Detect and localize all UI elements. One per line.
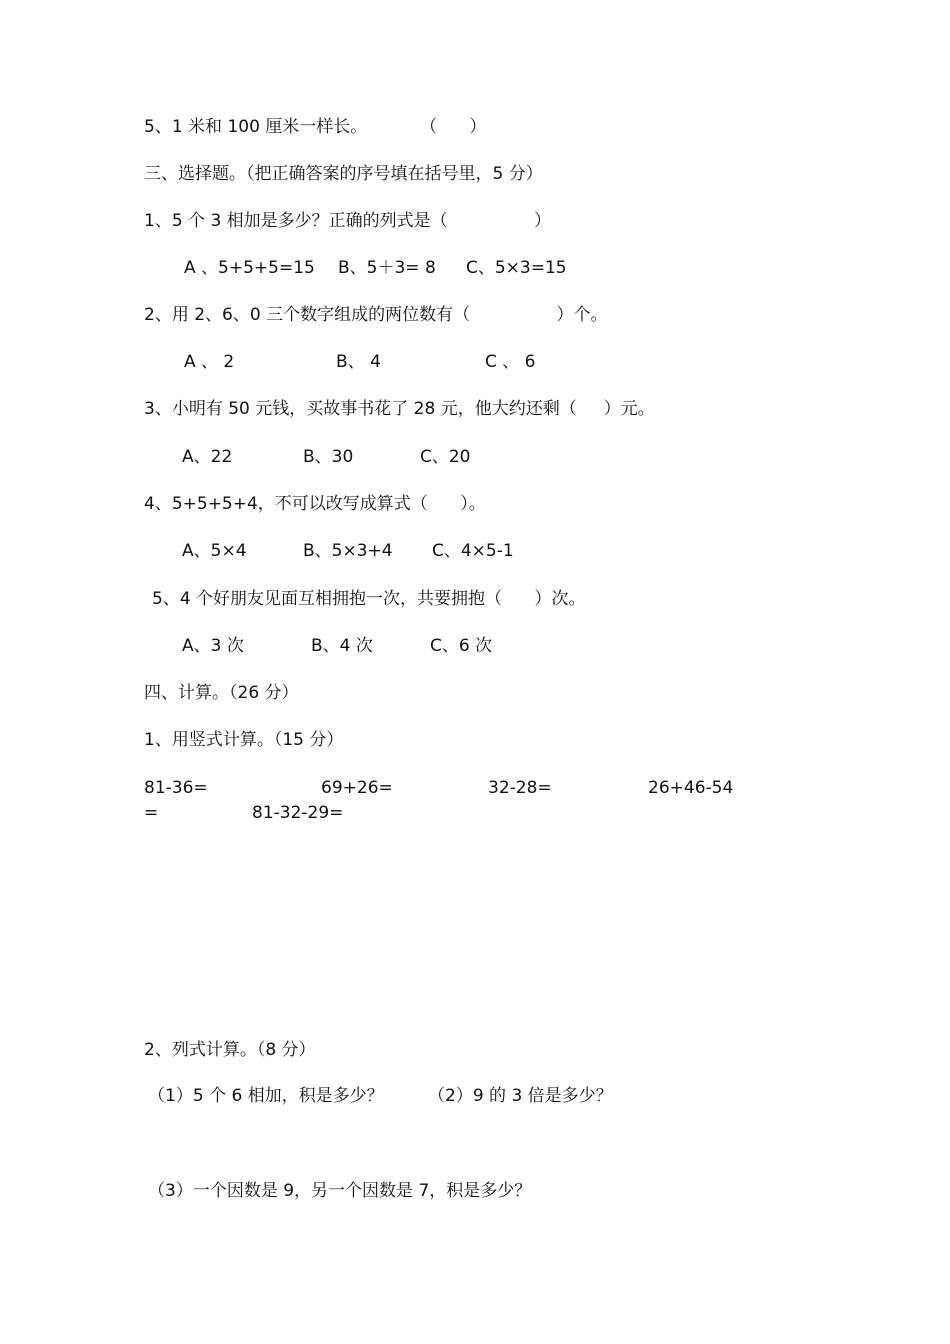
choice-question-1: 1、5 个 3 相加是多少？正确的列式是（ ）	[144, 211, 552, 231]
calc-expression-4-continued: =	[144, 803, 159, 823]
judgement-answer-blank[interactable]: （ ）	[420, 117, 487, 137]
choice-3-option-b: B、30	[303, 447, 354, 467]
choice-2-option-c: C 、 6	[485, 352, 536, 372]
section3-heading: 三、选择题。（把正确答案的序号填在括号里，5 分）	[144, 164, 543, 184]
calc-expression-2: 69+26=	[321, 778, 393, 798]
calc-expression-1: 81-36=	[144, 778, 208, 798]
choice-5-option-c: C、6 次	[430, 636, 493, 656]
choice-4-option-a: A、5×4	[182, 541, 247, 561]
choice-3-option-c: C、20	[420, 447, 471, 467]
section4-heading: 四、计算。（26 分）	[144, 683, 299, 703]
choice-question-5: 5、4 个好朋友见面互相拥抱一次，共要拥抱（ ）次。	[152, 589, 586, 609]
equation-calc-heading: 2、列式计算。（8 分）	[144, 1040, 316, 1060]
calc-expression-3: 32-28=	[488, 778, 552, 798]
choice-3-option-a: A、22	[182, 447, 233, 467]
calc-expression-4: 26+46-54	[648, 778, 734, 798]
choice-1-option-b: B、5＋3= 8	[338, 258, 436, 278]
choice-5-option-b: B、4 次	[311, 636, 373, 656]
choice-question-3: 3、小明有 50 元钱，买故事书花了 28 元，他大约还剩（ ）元。	[144, 399, 655, 419]
equation-question-3: （3）一个因数是 9，另一个因数是 7，积是多少？	[148, 1181, 532, 1201]
equation-question-1: （1）5 个 6 相加，积是多少？	[148, 1086, 384, 1106]
choice-1-option-a: A 、5+5+5=15	[184, 258, 315, 278]
choice-1-option-c: C、5×3=15	[466, 258, 567, 278]
choice-4-option-b: B、5×3+4	[303, 541, 393, 561]
choice-4-option-c: C、4×5-1	[432, 541, 514, 561]
equation-question-2: （2）9 的 3 倍是多少？	[428, 1086, 613, 1106]
choice-2-option-b: B、 4	[336, 352, 381, 372]
choice-question-2: 2、用 2、6、0 三个数字组成的两位数有（ ）个。	[144, 305, 608, 325]
vertical-calc-heading: 1、用竖式计算。（15 分）	[144, 730, 344, 750]
choice-question-4: 4、5+5+5+4，不可以改写成算式（ ）。	[144, 494, 486, 514]
choice-2-option-a: A 、 2	[184, 352, 235, 372]
judgement-question-5: 5、1 米和 100 厘米一样长。	[144, 117, 368, 137]
calc-expression-5: 81-32-29=	[252, 803, 344, 823]
choice-5-option-a: A、3 次	[182, 636, 244, 656]
